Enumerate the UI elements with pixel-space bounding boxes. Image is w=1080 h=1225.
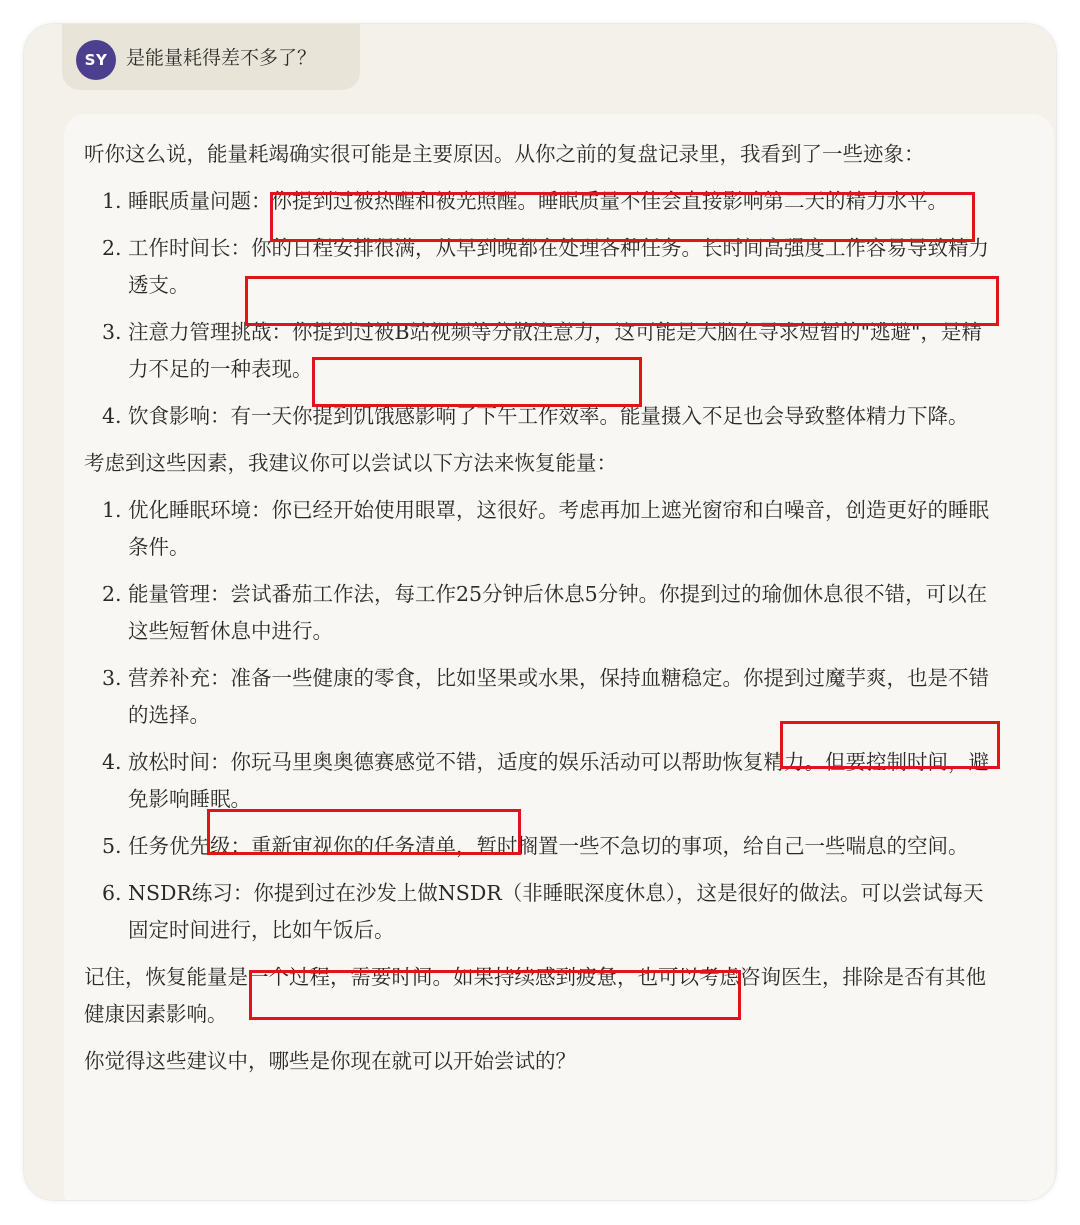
list-item xyxy=(84,576,989,650)
list-item-text: 任务优先级：重新审视你的任务清单，暂时搁置一些不急切的事项，给自己一些喘息的空间。 xyxy=(128,834,969,858)
user-avatar[interactable]: SY xyxy=(76,40,116,80)
list-item xyxy=(84,492,989,566)
list-item-text: NSDR练习：你提到过在沙发上做NSDR（非睡眠深度休息），这是很好的做法。可以尝试每天固定时间进行，比如午饭后。 xyxy=(128,881,984,942)
list-item xyxy=(84,875,989,949)
suggest-intro: 考虑到这些因素，我建议你可以尝试以下方法来恢复能量： xyxy=(84,451,617,475)
list-number: 3. xyxy=(102,320,122,344)
list-item xyxy=(84,230,989,304)
list-item-text: 营养补充：准备一些健康的零食，比如坚果或水果，保持血糖稳定。你提到过魔芋爽，也是不错的选择。 xyxy=(128,666,989,727)
reply-content xyxy=(84,136,989,1090)
list-number: 2. xyxy=(102,236,122,260)
list-item xyxy=(84,398,989,435)
chat-window xyxy=(24,24,1056,1200)
list-number: 2. xyxy=(102,582,122,606)
list-item xyxy=(84,744,989,818)
list-number: 4. xyxy=(102,404,122,428)
list-number: 5. xyxy=(102,834,122,858)
list-item-text: 优化睡眠环境：你已经开始使用眼罩，这很好。考虑再加上遮光窗帘和白噪音，创造更好的睡眠条件。 xyxy=(128,498,989,559)
signs-list xyxy=(84,183,989,435)
list-item-text: 放松时间：你玩马里奥奥德赛感觉不错，适度的娱乐活动可以帮助恢复精力。但要控制时间，避免影响睡眠。 xyxy=(128,750,989,811)
list-number: 6. xyxy=(102,881,122,905)
list-number: 1. xyxy=(102,189,122,213)
list-item xyxy=(84,828,989,865)
list-item-text: 工作时间长：你的日程安排很满，从早到晚都在处理各种任务。长时间高强度工作容易导致精力透支。 xyxy=(128,236,989,297)
reply-intro: 听你这么说，能量耗竭确实很可能是主要原因。从你之前的复盘记录里，我看到了一些迹象： xyxy=(84,142,925,166)
reply-reminder: 记住，恢复能量是一个过程，需要时间。如果持续感到疲惫，也可以考虑咨询医生，排除是否有其他健康因素影响。 xyxy=(84,965,986,1026)
list-number: 1. xyxy=(102,498,122,522)
user-message-bubble xyxy=(62,24,360,90)
list-item-text: 注意力管理挑战：你提到过被B站视频等分散注意力，这可能是大脑在寻求短暂的"逃避"，是精力不足的一种表现。 xyxy=(128,320,982,381)
user-message-text: 是能量耗得差不多了？ xyxy=(126,47,317,69)
list-item-text: 饮食影响：有一天你提到饥饿感影响了下午工作效率。能量摄入不足也会导致整体精力下降。 xyxy=(128,404,969,428)
list-number: 4. xyxy=(102,750,122,774)
list-item xyxy=(84,183,989,220)
list-item xyxy=(84,314,989,388)
list-item xyxy=(84,660,989,734)
suggestions-list xyxy=(84,492,989,949)
reply-question: 你觉得这些建议中，哪些是你现在就可以开始尝试的？ xyxy=(84,1049,576,1073)
list-item-text: 能量管理：尝试番茄工作法，每工作25分钟后休息5分钟。你提到过的瑜伽休息很不错，可以在这些短暂休息中进行。 xyxy=(128,582,988,643)
list-number: 3. xyxy=(102,666,122,690)
assistant-reply xyxy=(64,114,1054,1200)
list-item-text: 睡眠质量问题：你提到过被热醒和被光照醒。睡眠质量不佳会直接影响第二天的精力水平。 xyxy=(128,189,948,213)
